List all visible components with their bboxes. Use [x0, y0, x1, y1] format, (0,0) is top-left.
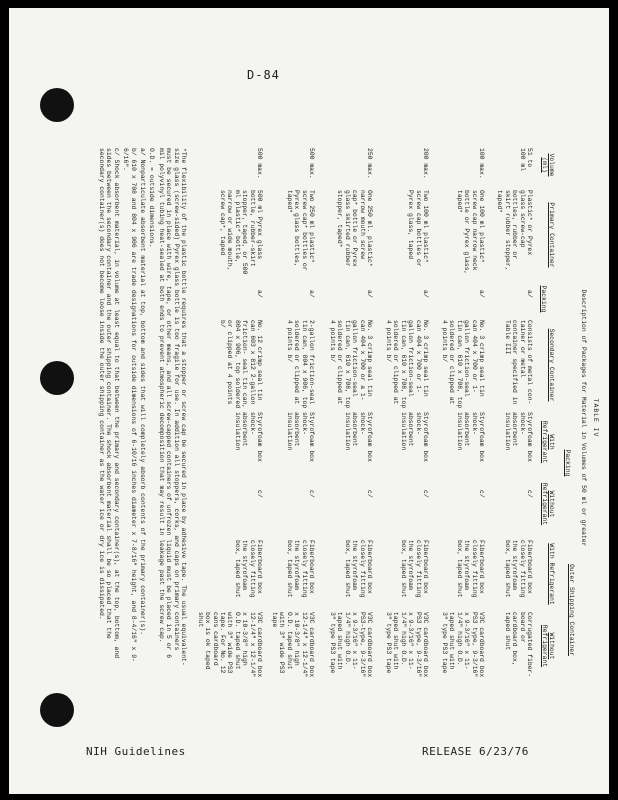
group-header-packing: Packing [564, 449, 571, 477]
footer-left: NIH Guidelines [86, 745, 186, 758]
footer-right: RELEASE 6/23/76 [422, 745, 529, 758]
row-1-pack-with: Styrofoam box shock- absorbent insulation [503, 412, 533, 462]
row-5-volume: 500 max. [308, 148, 315, 179]
page-number: D-84 [247, 68, 280, 82]
row-1-outer-with: Fiberboard box closely fitting the styrofoam box, taped shut [503, 540, 533, 598]
row-5-pack-with: Styrofoam box shock- absorbent insulation [285, 412, 315, 462]
col-header-secondary: Secondary Container [548, 328, 555, 402]
row-6-outer-without: V3C cardboard box 12-1/4" x 12-1/4" x 10-3/8" high O.D. taped shut with 3" wide PS3 tape. For No. 12 cans cardboard box is ok taped shut [196, 612, 263, 678]
note-plastic: *The flexibility of the plastic bottle requires that a stopper or screw cap be secured in place by adhesive tape. The usual equivalent-size glass (screw-sided) Pyrex glass bottle is too fragile for use. In addition all stoppers, corks, and caps on primary containers must be secured in place with wire, tape, or other means, and all screw-capped containers of unfrozen liquid must be placed in 5 or 6 mil polyvinyl tubing heat-sealed at both ends to prevent atmospheric decomposition that may result in leakage past the screw cap. [157, 148, 187, 666]
row-4-outer-without: V3C cardboard box PS3-type, 9-3/16" x 9-3/16" x 11-1/4" high O.D. taped shut with 3" type PS3 tape [328, 612, 373, 678]
group-header-outer: Outer Shipping Container [568, 563, 575, 657]
col-header-primary: Primary Container [548, 202, 555, 268]
col-header-outer-with: With Refrigerant [548, 543, 555, 605]
row-1-pack-without: c/ [526, 490, 533, 498]
row-6-pack-without: c/ [256, 490, 263, 498]
document-page [9, 8, 609, 794]
row-1-volume: 51 to 100 ml [518, 148, 533, 172]
row-2-primary: One 100 ml plastic* screw cap narrow neck bottle or Pyrex glass, taped* [455, 190, 485, 275]
row-4-primary: One 250 ml. plastic* narrow mouth screw cap* bottle or Pyrex glass skirted rubber stopper, taped* [336, 190, 373, 267]
binder-hole-top [40, 88, 74, 122]
table-notes [96, 148, 187, 668]
row-3-secondary: No. 3 crimp seal tin can 404 x 700 or 1-gallon friction-seal tin can, 610 x 708, top soldered or clipped at 4 points b/ [384, 320, 429, 409]
table-label: TABLE IV [592, 398, 599, 438]
binder-hole-bottom [40, 693, 74, 727]
note-b: b/ 610 x 708 and 804 x 906 are trade designations for outside dimensions of 6-10/16 inches diameter x 7-8/16" height, and 8-4/16" x 9-6/16". [122, 148, 137, 662]
row-3-pack-with: Styrofoam box shock- absorbent insulation [399, 412, 429, 462]
col-header-packing: Packing [540, 285, 547, 313]
row-6-primary: 500 ml Pyrex glass bottle, rubber-skirt stopper, taped, or 500 ml plastic* bottle, narrow or wide mouth, screw cap*, taped [218, 190, 263, 275]
row-1-primary: Plastic* or Pyrex glass screw-cap bottles, rubber or skirt rubber stopper, taped* [496, 190, 533, 271]
note-a: a/ Nonparticulate absorbent material at top, bottom and sides that will completely absorb contents of the primary container(s). [138, 148, 146, 636]
row-3-packing: a/ [422, 290, 429, 298]
row-6-volume: 500 max. [256, 148, 263, 179]
col-header-outer-without: Without Refrigerant [540, 624, 555, 668]
row-2-outer-with: Fiberboard box closely fitting the styrofoam box, taped shut [455, 540, 485, 598]
row-2-pack-without: c/ [478, 490, 485, 498]
note-od: O.D. = outside dimensions. [148, 148, 156, 248]
row-5-pack-without: c/ [308, 490, 315, 498]
row-6-pack-with: Styrofoam box shock- absorbent insulation [233, 412, 263, 462]
row-6-secondary: No. 12 crimp seal tin can 603 x 812 2-gallon friction- seal tin can, 804 x 906, top soldered or clipped at 4 points b/ [218, 320, 263, 409]
row-5-primary: Two 250 ml plastic* screw cap* bottles or Pyrex glass bottles, taped* [285, 190, 315, 271]
row-2-secondary: No. 3 crimp seal tin can 404 x 700 or 1-gallon friction-seal tin can, 610 x 708, top soldered or clipped at 4 points b/ [440, 320, 485, 409]
row-1-packing: a/ [526, 290, 533, 298]
table-caption: Description of Packages for Material in Volumes of 50 ml or greater [580, 289, 587, 547]
binder-hole-middle [40, 361, 74, 395]
row-6-outer-with: Fiberboard box closely fitting the styrofoam box, taped shut [233, 540, 263, 598]
col-header-packing-with: With Refrigerant [540, 420, 555, 464]
row-4-pack-with: Styrofoam box shock- absorbent insulation [343, 412, 373, 462]
row-5-outer-without: V3C cardboard box 12-1/4" x 12-1/4" x 10-3/8" high O.D. taped shut with 3" wide PS3 tape [270, 612, 315, 678]
row-4-volume: 250 max. [366, 148, 373, 179]
row-4-outer-with: Fiberboard box closely fitting the styrofoam box, taped shut [343, 540, 373, 598]
row-3-primary: Two 100 ml plastic* screw cap bottles or Pyrex glass, taped [407, 190, 429, 267]
row-5-packing: a/ [308, 290, 315, 298]
rotated-table [97, 148, 605, 688]
row-4-pack-without: c/ [366, 490, 373, 498]
row-1-outer-without: Corrugated fiber- board or cardboard box, taped shut [503, 612, 533, 678]
col-header-volume: Volume (ml) [540, 153, 555, 177]
row-4-packing: a/ [366, 290, 373, 298]
row-3-outer-without: V3C cardboard box PS3 type, 9-3/16" x 9-3/16" x 11-1/4" high O.D. taped shut with 3" type PS3 tape [384, 612, 429, 678]
row-3-outer-with: Fiberboard box closely fitting the styrofoam box, taped shut [399, 540, 429, 598]
row-5-secondary: 2-gallon friction-seal tin can, 804 x 906, top soldered or clipped at 4 points b/ [285, 320, 315, 409]
row-2-pack-with: Styrofoam box shock- absorbent insulation [455, 412, 485, 462]
row-3-volume: 200 max. [422, 148, 429, 179]
row-2-outer-without: V3C cardboard box PS3 type, 9-3/16" x 9-3/16" x 11-1/4" high O.D. taped shut with 3" type PS3 tape [440, 612, 485, 678]
row-6-packing: a/ [256, 290, 263, 298]
row-5-outer-with: Fiberboard box closely fitting the styrofoam box, taped shut [285, 540, 315, 598]
row-2-packing: a/ [478, 290, 485, 298]
note-c: c/ Shock absorbent material, in volume at least equal to that between the primary and secondary container(s), at the top, bottom, and sides between the secondary container and the outer shipping container. The shock absorbent material shall be so placed that the secondary container(s) does not become loose inside the outer shipping container as the water ice or dry ice is dissipated. [97, 148, 120, 659]
row-1-secondary: Consists of metal con- tainer or metal container specified in Table III [503, 320, 533, 405]
col-header-packing-without: Without Refrigerant [540, 482, 555, 526]
row-3-pack-without: c/ [422, 490, 429, 498]
row-2-volume: 100 max. [478, 148, 485, 179]
row-4-secondary: No. 3 crimp seal tin can 404 x 700 or a 1-gallon friction-seal tin can, 610 x 708, top soldered or clipped at 4 points b/ [328, 320, 373, 409]
